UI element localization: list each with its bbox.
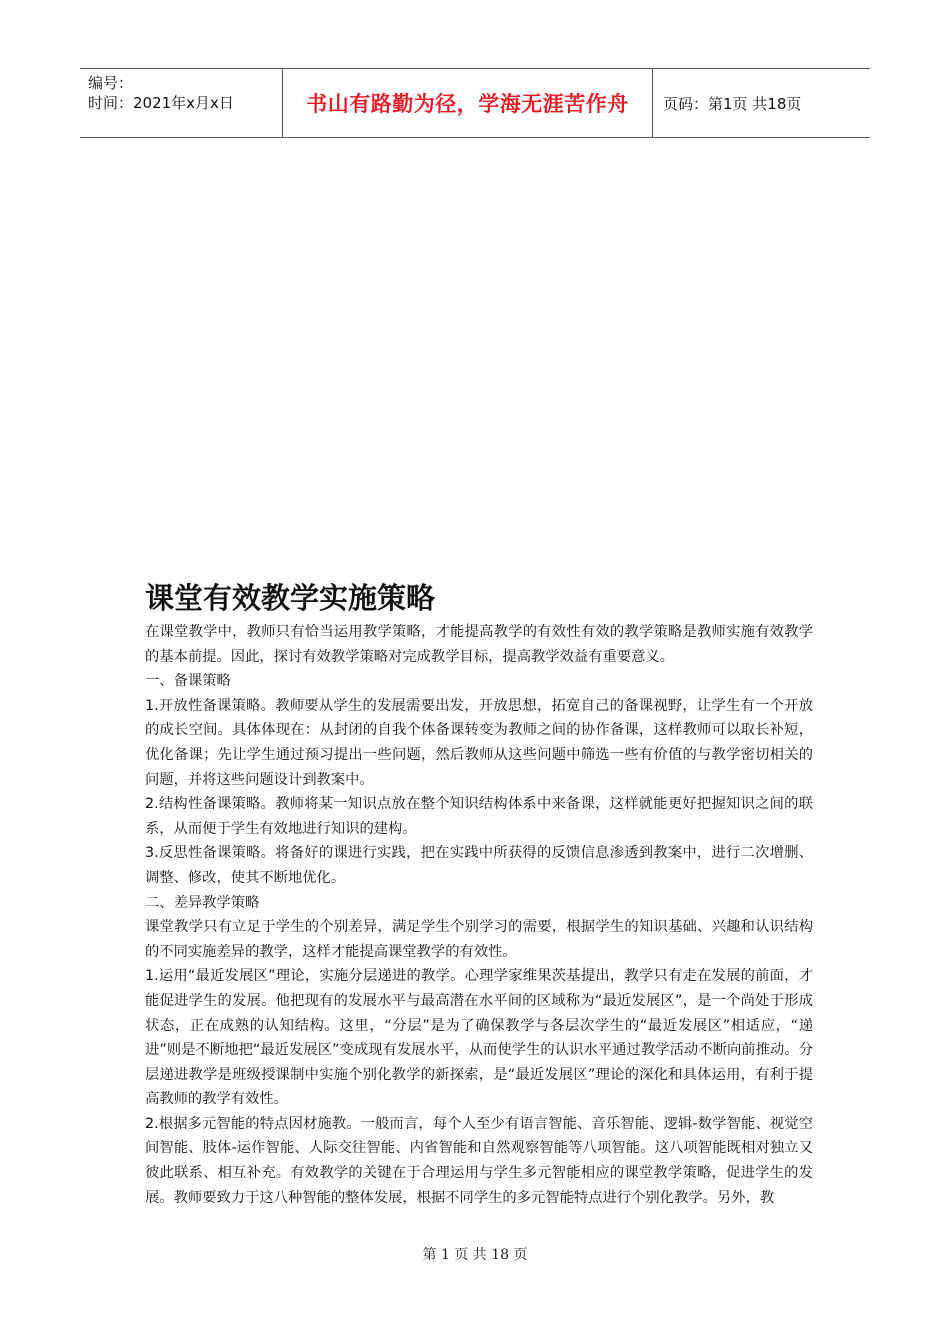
motto-cell xyxy=(282,69,653,137)
serial-number-label: 编号： xyxy=(88,74,134,92)
page-footer: 第 1 页 共 18 页 xyxy=(422,1247,528,1263)
paragraph: 1.开放性备课策略。教师要从学生的发展需要出发，开放思想，拓宽自己的备课视野，让学生有一个开放的成长空间。具体体现在：从封闭的自我个体备课转变为教师之间的协作备课，这样教师可以取长补短，优化备课；先让学生通过预习提出一些问题，然后教师从这些问题中筛选一些有价值的与教学密切相关的问题，并将这些问题设计到教案中。 xyxy=(145,697,813,788)
paragraph: 1.运用“最近发展区”理论，实施分层递进的教学。心理学家维果茨基提出，教学只有走在发展的前面，才能促进学生的发展。他把现有的发展水平与最高潜在水平间的区域称为“最近发展区”，是一个尚处于形成状态，正在成熟的认知结构。这里，“分层”是为了确保教学与各层次学生的“最近发展区”相适应，“递进”则是不断地把“最近发展区”变成现有发展水平，从而使学生的认识水平通过教学活动不断向前推动。分层递进教学是班级授课制中实施个别化教学的新探索，是“最近发展区”理论的深化和具体运用，有利于提高教师的教学有效性。 xyxy=(145,968,813,1108)
document-body xyxy=(145,620,813,1210)
paragraph-intro: 在课堂教学中，教师只有恰当运用教学策略，才能提高教学的有效性有效的教学策略是教师实施有效教学的基本前提。因此，探讨有效教学策略对完成教学目标，提高教学效益有重要意义。 xyxy=(145,624,813,665)
header-table xyxy=(80,68,870,138)
paragraph: 3.反思性备课策略。将备好的课进行实践，把在实践中所获得的反馈信息渗透到教案中，进行二次增删、调整、修改，使其不断地优化。 xyxy=(145,845,813,886)
section-heading: 一、备课策略 xyxy=(145,673,231,690)
paragraph: 课堂教学只有立足于学生的个别差异，满足学生个别学习的需要，根据学生的知识基础、兴趣和认识结构的不同实施差异的教学，这样才能提高课堂教学的有效性。 xyxy=(145,919,813,960)
motto-text: 书山有路勤为径，学海无涯苦作舟 xyxy=(306,92,629,116)
page-info-text: 页码：第1页 共18页 xyxy=(663,94,802,113)
document-title: 课堂有效教学实施策略 xyxy=(145,581,436,615)
paragraph: 2.结构性备课策略。教师将某一知识点放在整个知识结构体系中来备课，这样就能更好把握知识之间的联系，从而便于学生有效地进行知识的建构。 xyxy=(145,796,813,837)
date-line: 时间：2021年x月x日 xyxy=(88,94,234,112)
page-info-cell xyxy=(653,69,870,137)
paragraph: 2.根据多元智能的特点因材施教。一般而言，每个人至少有语言智能、音乐智能、逻辑-数学智能、视觉空间智能、肢体-运作智能、人际交往智能、内省智能和自然观察智能等八项智能。这八项智能既相对独立又彼此联系、相互补充。有效教学的关键在于合理运用与学生多元智能相应的课堂教学策略，促进学生的发展。教师要致力于这八种智能的整体发展，根据不同学生的多元智能特点进行个别化教学。另外，教 xyxy=(145,1115,813,1206)
header-meta-cell xyxy=(80,69,282,137)
section-heading: 二、差异教学策略 xyxy=(145,894,260,911)
